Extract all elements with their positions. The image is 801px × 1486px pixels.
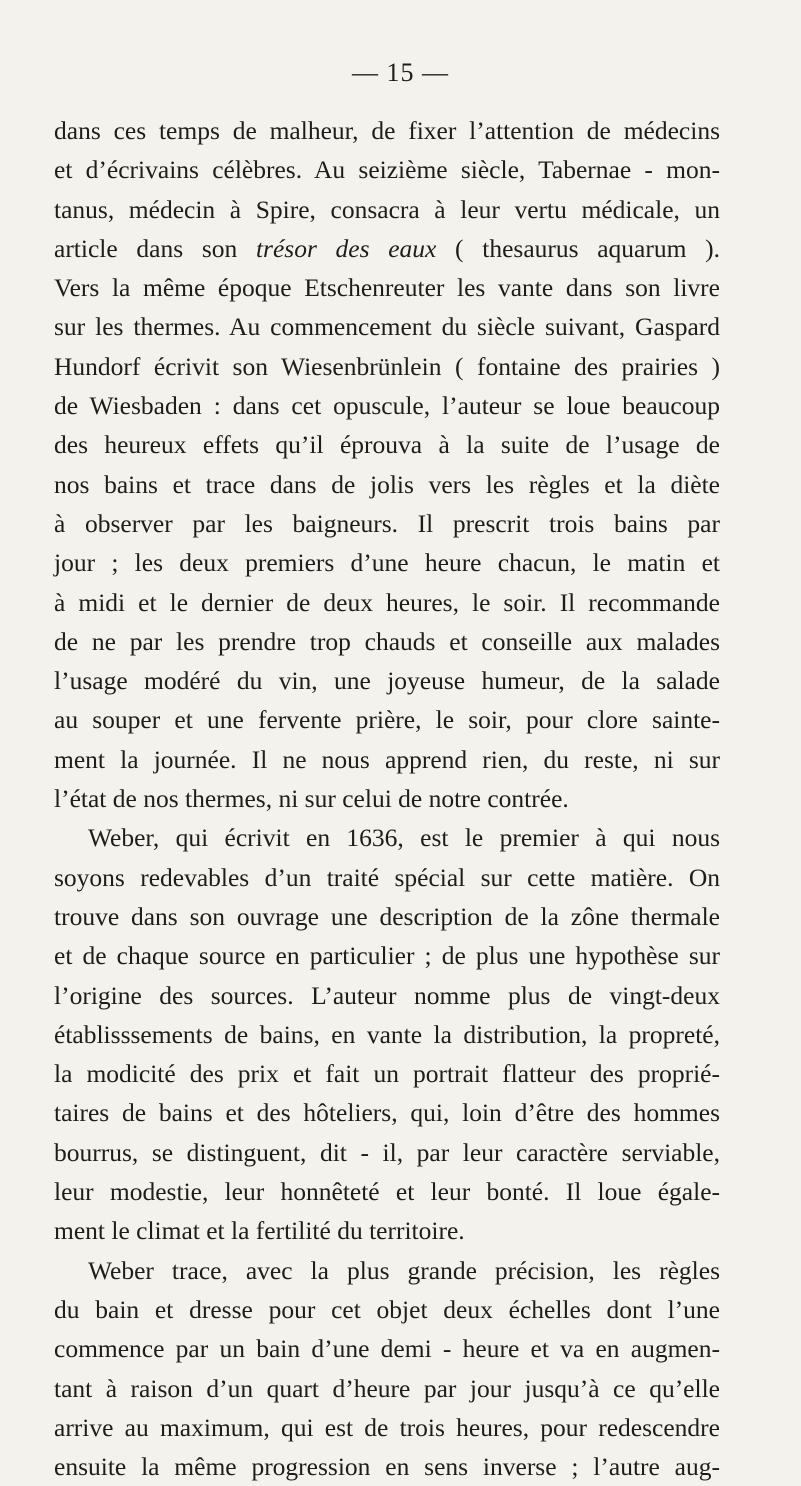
text-line: soyons redevables d’un traité spécial sur cette matière. On — [54, 862, 720, 892]
text-segment: ( thesaurus aquarum ). — [436, 233, 720, 263]
text-line: et de chaque source en particulier ; de plus une hypothèse sur — [54, 941, 720, 971]
text-line-paragraph-start: Weber, qui écrivit en 1636, est le premier à qui nous — [88, 823, 720, 853]
text-line: à midi et le dernier de deux heures, le soir. Il recommande — [54, 587, 720, 617]
text-line: arrive au maximum, qui est de trois heures, pour redescendre — [54, 1412, 720, 1442]
text-line: jour ; les deux premiers d’une heure chacun, le matin et — [54, 548, 720, 578]
text-line: nos bains et trace dans de jolis vers les règles et la diète — [54, 469, 720, 499]
text-line: sur les thermes. Au commencement du siècle suivant, Gaspard — [54, 312, 720, 342]
text-line-paragraph-end: ment le climat et la fertilité du territoire. — [54, 1216, 465, 1246]
text-line: de Wiesbaden : dans cet opuscule, l’auteur se loue beaucoup — [54, 391, 720, 421]
text-line: l’usage modéré du vin, une joyeuse humeur, de la salade — [54, 666, 720, 696]
text-line-paragraph-start: Weber trace, avec la plus grande précision, les règles — [88, 1255, 720, 1285]
text-line-paragraph-end: l’état de nos thermes, ni sur celui de notre contrée. — [54, 784, 569, 814]
text-line: la modicité des prix et fait un portrait flatteur des proprié- — [54, 1059, 720, 1089]
text-line: taires de bains et des hôteliers, qui, loin d’être des hommes — [54, 1098, 720, 1128]
body-text — [54, 111, 720, 1486]
text-line: leur modestie, leur honnêteté et leur bonté. Il loue égale- — [54, 1177, 720, 1207]
page-number: — 15 — — [352, 58, 449, 87]
text-line: l’origine des sources. L’auteur nomme plus de vingt-deux — [54, 980, 720, 1010]
text-line: trouve dans son ouvrage une description de la zône thermale — [54, 901, 720, 931]
italic-title: trésor des eaux — [255, 233, 437, 263]
text-line: à observer par les baigneurs. Il prescrit trois bains par — [54, 508, 720, 538]
text-line: des heureux effets qu’il éprouva à la suite de l’usage de — [54, 430, 720, 460]
text-line: de ne par les prendre trop chauds et conseille aux malades — [54, 626, 720, 656]
text-line: dans ces temps de malheur, de fixer l’attention de médecins — [54, 116, 720, 145]
text-line: tanus, médecin à Spire, consacra à leur vertu médicale, un — [54, 194, 720, 224]
text-line: du bain et dresse pour cet objet deux échelles dont l’une — [54, 1294, 720, 1324]
text-line: et d’écrivains célèbres. Au seizième siècle, Tabernae - mon- — [54, 155, 720, 185]
text-line: commence par un bain d’une demi - heure et va en augmen- — [54, 1334, 720, 1364]
text-line: bourrus, se distinguent, dit - il, par leur caractère serviable, — [54, 1137, 720, 1167]
text-line: ment la journée. Il ne nous apprend rien, du reste, ni sur — [54, 744, 720, 774]
text-line: tant à raison d’un quart d’heure par jour jusqu’à ce qu’elle — [54, 1373, 720, 1403]
text-line: Vers la même époque Etschenreuter les vante dans son livre — [54, 273, 720, 303]
text-line: ensuite la même progression en sens inverse ; l’autre aug- — [54, 1452, 720, 1482]
text-line: établisssements de bains, en vante la distribution, la propreté, — [54, 1019, 720, 1049]
text-line: Hundorf écrivit son Wiesenbrünlein ( fontaine des prairies ) — [54, 351, 720, 381]
text-line: au souper et une fervente prière, le soir, pour clore sainte- — [54, 705, 720, 735]
text-segment: article dans son — [54, 233, 256, 263]
text-line-with-italic — [54, 229, 720, 268]
